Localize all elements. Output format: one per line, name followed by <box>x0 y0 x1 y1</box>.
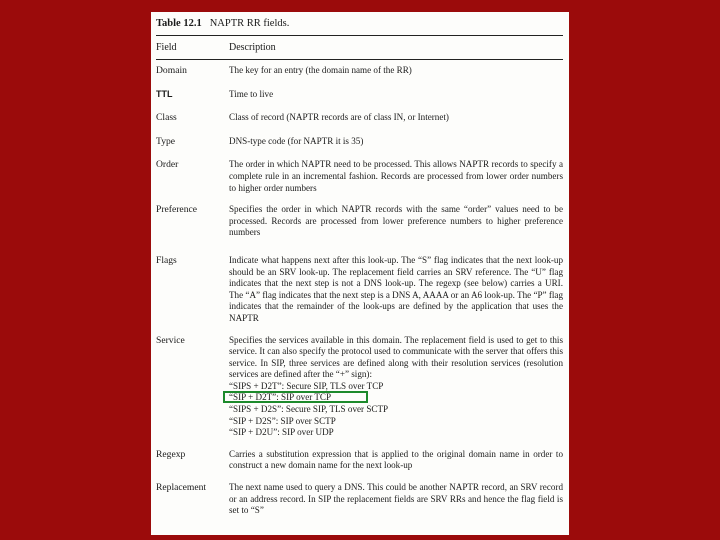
highlight-box <box>223 391 368 403</box>
table-row-type <box>156 136 563 148</box>
table-row-domain <box>156 65 563 77</box>
header-field: Field <box>156 42 177 53</box>
table-row-preference <box>156 204 563 239</box>
field-name: Type <box>156 135 176 147</box>
table-row-class <box>156 112 563 124</box>
table-number: Table 12.1 <box>156 18 202 29</box>
field-name: Service <box>156 334 185 346</box>
field-name: Replacement <box>156 482 207 494</box>
table-row-regexp <box>156 449 563 472</box>
service-line-text: “SIP + D2T”: SIP over TCP <box>229 392 332 403</box>
field-description <box>229 335 563 439</box>
table-row-service <box>156 335 563 439</box>
service-line-sip-d2s: “SIP + D2S”: SIP over SCTP <box>229 415 336 426</box>
field-description: Indicate what happens next after this look-up. The “S” flag indicates that the next look-up should be an SRV look-up. The replacement field carries an SRV reference. The “U” flag indicates that the next step is not a DNS look-up. The regexp (see below) carries a URI. The “A” flag indicates that the next step is a DNS A, AAAA or an A6 look-up. The “P” flag indicates that the remainder of the look-ups are defined by the application that uses the NAPTR <box>229 254 563 323</box>
field-description: DNS-type code (for NAPTR it is 35) <box>229 135 364 146</box>
field-name: TTL <box>156 88 173 99</box>
field-name: Flags <box>156 254 177 266</box>
table-row-ttl <box>156 89 563 101</box>
field-name: Regexp <box>156 448 186 460</box>
field-description: The key for an entry (the domain name of the RR) <box>229 65 412 75</box>
field-description: Carries a substitution expression that is applied to the original domain name in order to construct a new domain name for the next look-up <box>229 448 563 471</box>
table-row-flags <box>156 255 563 325</box>
field-description: The next name used to query a DNS. This could be another NAPTR record, an SRV record or an address record. In SIP the replacement fields are SRV RRs and hence the flag field is set to “S” <box>229 482 563 516</box>
service-line-sips-d2s: “SIPS + D2S”: Secure SIP, TLS over SCTP <box>229 404 389 415</box>
table-body <box>156 60 563 517</box>
field-name: Preference <box>156 204 198 216</box>
table-header <box>156 36 563 60</box>
service-line-sip-d2u: “SIP + D2U”: SIP over UDP <box>229 427 334 438</box>
field-description: Time to live <box>229 88 274 99</box>
table-row-order <box>156 159 563 194</box>
document-page <box>151 12 569 535</box>
field-name: Class <box>156 112 177 124</box>
table-row-replacement <box>156 482 563 517</box>
field-name: Order <box>156 159 179 171</box>
service-line-sips-d2t: “SIPS + D2T”: Secure SIP, TLS over TCP <box>229 380 384 391</box>
service-intro: Specifies the services available in this domain. The replacement field is used to get to this service. It can also specify the protocol used to communicate with the server that offers this service. In SIP, three services are defined along with their resolution services (resolution services are defined after the “+” sign): <box>229 334 563 380</box>
header-description: Description <box>229 42 276 53</box>
field-description: The order in which NAPTR need to be processed. This allows NAPTR records to specify a complete rule in an incremental fashion. Records are processed from lower order numbers to higher order numbers <box>229 159 563 193</box>
table-title: NAPTR RR fields. <box>209 18 290 29</box>
field-description: Class of record (NAPTR records are of class IN, or Internet) <box>229 112 449 123</box>
field-name: Domain <box>156 65 187 76</box>
service-line-sip-d2t <box>229 392 563 404</box>
field-description: Specifies the order in which NAPTR records with the same “order” values need to be processed. Records are processed from lower preference numbers to higher preference numbers <box>229 204 563 238</box>
table-caption <box>156 17 563 36</box>
